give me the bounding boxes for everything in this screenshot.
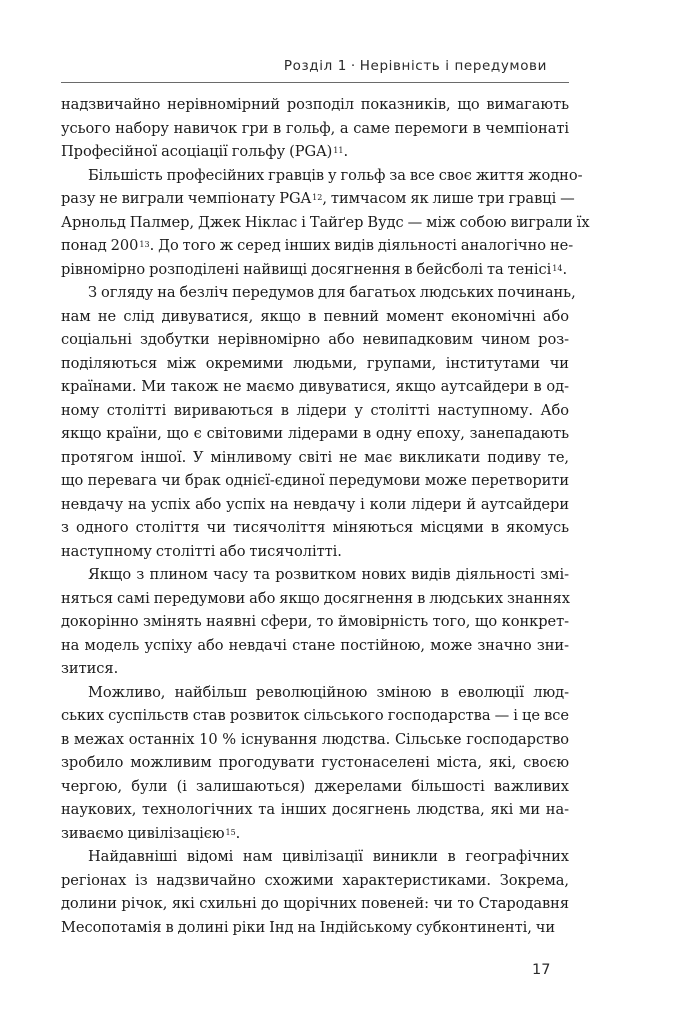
line-text: Більшість професійних гравців у гольф за все своє життя жодно- (88, 166, 583, 184)
line-text: регіонах із надзвичайно схожими характеристиками. Зокрема, (61, 871, 569, 889)
line-text: разу не виграли чемпіонату PGA (61, 190, 312, 207)
line-text: Можливо, найбільш революційною зміною в еволюції люд- (88, 683, 569, 701)
text-line (61, 422, 569, 446)
text-line (61, 563, 569, 587)
line-text: нам не слід дивуватися, якщо в певний момент економічні або (61, 307, 569, 325)
text-line (61, 657, 569, 681)
text-line (61, 446, 569, 470)
text-line (61, 399, 569, 423)
text-line (61, 93, 569, 117)
line-text: ному столітті вириваються в лідери у столітті наступному. Або (61, 401, 569, 419)
text-line (61, 375, 569, 399)
text-line (61, 305, 569, 329)
text-line (61, 234, 574, 258)
line-text: Найдавніші відомі нам цивілізації виникли в географічних (88, 848, 569, 865)
line-text: соціальні здобутки нерівномірно або невипадковим чином роз- (61, 331, 569, 348)
text-line (61, 869, 569, 893)
paragraph (61, 563, 569, 681)
page-number: 17 (532, 962, 551, 978)
line-text: в межах останніх 10 % існування людства. Сільське господарство (61, 730, 569, 748)
text-line (61, 352, 569, 376)
text-line (61, 211, 590, 235)
footnote-marker[interactable]: 13 (139, 240, 150, 249)
text-line (61, 587, 569, 611)
text-line (61, 187, 575, 211)
text-line (61, 798, 569, 822)
line-text: якщо країни, що є світовими лідерами в одну епоху, занепадають (61, 425, 569, 442)
line-text: долини річок, які схильні до щорічних повеней: чи то Стародавня (61, 895, 569, 912)
text-line (61, 728, 569, 752)
text-line (61, 704, 569, 728)
header-separator: · (350, 58, 356, 74)
line-text: Професійної асоціації гольфу (PGA) (61, 143, 333, 160)
paragraph (61, 681, 569, 846)
line-text: рівномірно розподілені найвищі досягнення в бейсболі та тенісі (61, 260, 552, 278)
line-text: З огляду на безліч передумов для багатьох людських починань, (88, 284, 576, 301)
text-line (61, 845, 569, 869)
running-head (284, 58, 547, 74)
line-text: Якщо з плином часу та розвитком нових видів діяльності змі- (88, 566, 569, 583)
text-line (61, 493, 569, 517)
line-text: наукових, технологічних та інших досягнень людства, які ми на- (61, 801, 569, 818)
text-line (61, 516, 569, 540)
line-text: зробило можливим прогодувати густонаселені міста, які, своєю (61, 754, 569, 771)
line-text: зитися. (61, 660, 119, 677)
line-text: зиваємо цивілізацією (61, 824, 225, 842)
line-text: Месопотамія в долині ріки Інд на Індійському субконтиненті, чи (61, 918, 556, 936)
paragraph (61, 164, 590, 282)
text-line (61, 258, 569, 282)
text-line (61, 916, 569, 940)
chapter-title: Нерівність і передумови (359, 58, 547, 74)
footnote-marker[interactable]: 11 (333, 146, 344, 155)
text-line (61, 469, 569, 493)
text-line (61, 281, 576, 305)
line-text: Арнольд Палмер, Джек Ніклас і Тайґер Вудс — між собою виграли їх (61, 213, 590, 231)
paragraph (61, 93, 569, 164)
text-line (61, 140, 569, 164)
paragraph (61, 281, 576, 563)
line-text-tail: . (235, 824, 241, 842)
line-text: докорінно змінять наявні сфери, то ймовірність того, що конкрет- (61, 613, 569, 630)
line-text: країнами. Ми також не маємо дивуватися, якщо аутсайдери в од- (61, 378, 569, 395)
chapter-number: Розділ 1 (283, 58, 347, 74)
line-text: няться самі передумови або якщо досягнення в людських знаннях (61, 589, 570, 607)
line-text: невдачу на успіх або успіх на невдачу і коли лідери й аутсайдери (61, 495, 569, 513)
line-text: надзвичайно нерівномірний розподіл показників, що вимагають (61, 96, 569, 113)
line-text-tail: . До того ж серед інших видів діяльності аналогічно не- (149, 237, 574, 254)
line-text: понад 200 (61, 237, 139, 254)
text-line (61, 164, 583, 188)
footnote-marker[interactable]: 14 (552, 263, 563, 273)
line-text: поділяються між окремими людьми, групами, інститутами чи (61, 354, 569, 372)
line-text-tail: , тимчасом як лише три гравці — (322, 190, 575, 207)
text-line (61, 822, 569, 846)
text-line (61, 681, 569, 705)
line-text: усього набору навичок гри в гольф, а саме перемоги в чемпіонаті (61, 119, 569, 137)
line-text: що перевага чи брак однієї-єдиної передумови може перетворити (61, 472, 569, 489)
body-text (61, 93, 590, 939)
line-text: наступному столітті або тисячолітті. (61, 542, 342, 560)
line-text: ських суспільств став розвиток сільського господарства — і це все (61, 707, 569, 724)
paragraph (61, 845, 569, 939)
text-line (61, 540, 569, 564)
line-text: чергою, були (і залишаються) джерелами більшості важливих (61, 777, 569, 795)
text-line (61, 775, 569, 799)
header-rule (61, 82, 569, 83)
line-text: на модель успіху або невдачі стане постійною, може значно зни- (61, 636, 569, 654)
text-line (61, 751, 569, 775)
line-text-tail: . (562, 260, 568, 278)
footnote-marker[interactable]: 15 (225, 827, 236, 837)
text-line (61, 610, 569, 634)
text-line (61, 328, 569, 352)
footnote-marker[interactable]: 12 (312, 193, 323, 202)
line-text: протягом іншої. У мінливому світі не має викликати подиву те, (61, 448, 569, 466)
line-text: з одного століття чи тисячоліття міняються місцями в якомусь (61, 519, 569, 536)
text-line (61, 892, 569, 916)
line-text-tail: . (343, 143, 349, 160)
text-line (61, 117, 569, 141)
text-line (61, 634, 569, 658)
